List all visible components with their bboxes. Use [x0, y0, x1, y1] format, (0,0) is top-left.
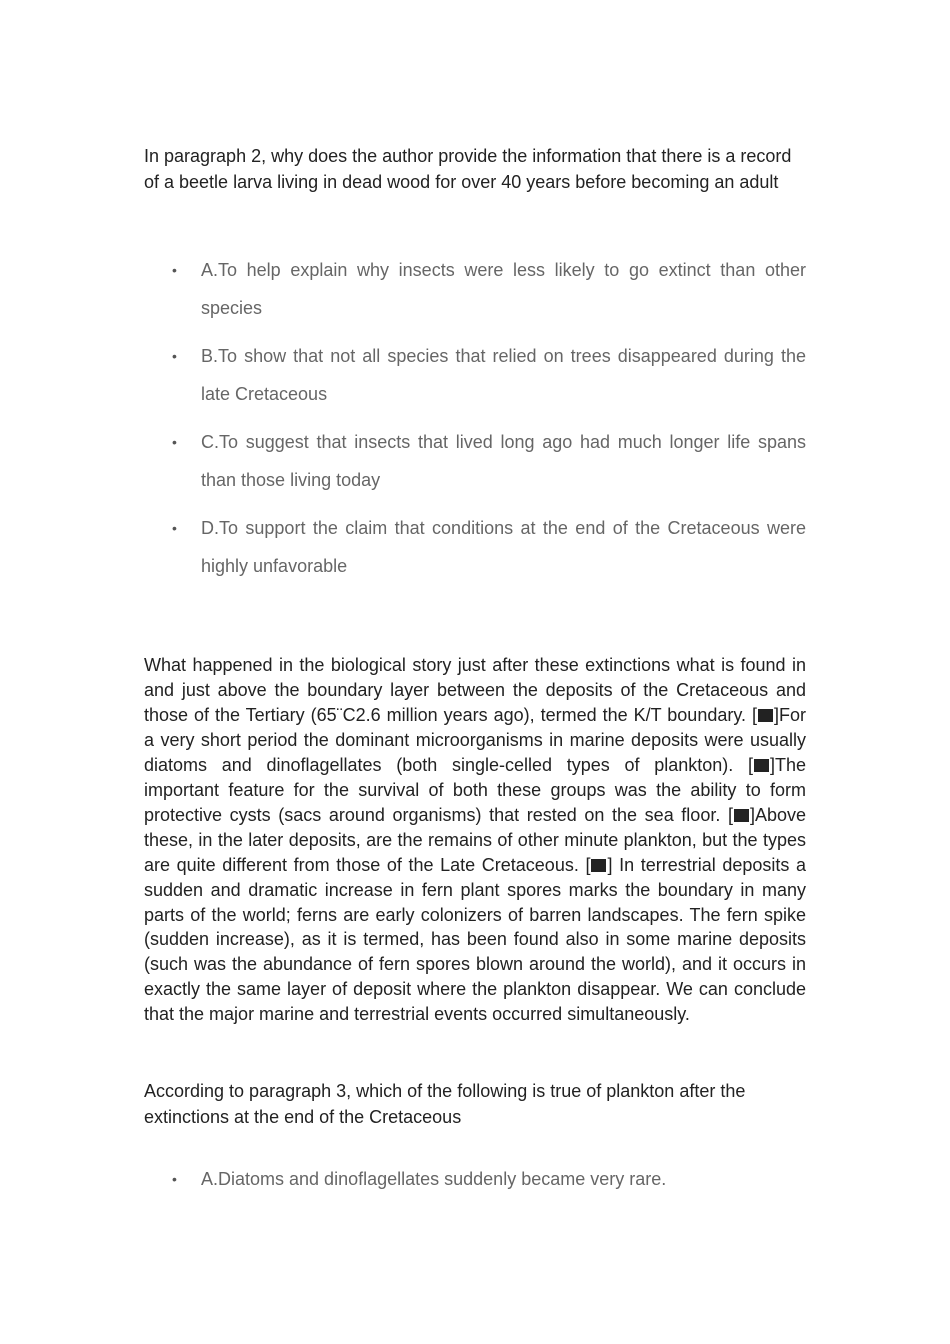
option-text: B.To show that not all species that relied on trees disappeared during the late Cretaceous — [201, 346, 806, 404]
bullet-icon: • — [172, 434, 177, 450]
passage-text: ] In terrestrial deposits a sudden and dramatic increase in fern plant spores marks the boundary in many parts of the world; ferns are early colonizers of barren landscapes. The fern spike (sudden increase), as it is termed, has been found also in some marine deposits (such was the abundance of fern spores blown around the world), and it occurs in exactly the same layer of deposit where the plankton disappear. We can conclude that the major marine and terrestrial events occurred simultaneously. — [144, 854, 806, 1025]
question-2-options — [144, 1160, 806, 1208]
question-1-option-d[interactable] — [144, 509, 806, 585]
bullet-icon: • — [172, 520, 177, 536]
passage-text: What happened in the biological story just after these extinctions what is found in and just above the boundary layer between the deposits of the Cretaceous and those of the Tertiary (65¨C2.6 million years ago), termed the K/T boundary. [ — [144, 655, 806, 725]
passage-text: ]The important feature for the survival of both these groups was the ability to form protective cysts (sacs around organisms) that rested on the sea floor. [ — [144, 754, 806, 825]
bullet-icon: • — [172, 1171, 177, 1187]
option-text: D.To support the claim that conditions at the end of the Cretaceous were highly unfavorable — [201, 518, 806, 576]
insert-square-marker-2[interactable] — [754, 759, 769, 772]
insert-square-marker-4[interactable] — [591, 859, 606, 872]
option-text: A.Diatoms and dinoflagellates suddenly became very rare. — [201, 1169, 667, 1189]
question-1-option-b[interactable] — [144, 337, 806, 413]
reading-passage-paragraph-3 — [144, 653, 806, 1027]
passage-text: ]For a very short period the dominant microorganisms in marine deposits were usually diatoms and dinoflagellates (both single-celled types of plankton). [ — [144, 704, 806, 775]
question-1-prompt: In paragraph 2, why does the author provide the information that there is a record of a beetle larva living in dead wood for over 40 years before becoming an adult — [144, 146, 792, 192]
bullet-icon: • — [172, 348, 177, 364]
insert-square-marker-3[interactable] — [734, 809, 749, 822]
bullet-icon: • — [172, 262, 177, 278]
option-text: A.To help explain why insects were less likely to go extinct than other species — [201, 260, 806, 318]
question-1-option-a[interactable] — [144, 251, 806, 327]
option-text: C.To suggest that insects that lived long ago had much longer life spans than those living today — [201, 432, 806, 490]
question-2-option-a[interactable] — [144, 1160, 806, 1198]
passage-text: ]Above these, in the later deposits, are the remains of other minute plankton, but the types are quite different from those of the Late Cretaceous. [ — [144, 804, 806, 875]
question-1-option-c[interactable] — [144, 423, 806, 499]
question-2-prompt: According to paragraph 3, which of the following is true of plankton after the extinctions at the end of the Cretaceous — [144, 1081, 746, 1127]
insert-square-marker-1[interactable] — [758, 709, 773, 722]
question-1-options — [144, 251, 806, 595]
